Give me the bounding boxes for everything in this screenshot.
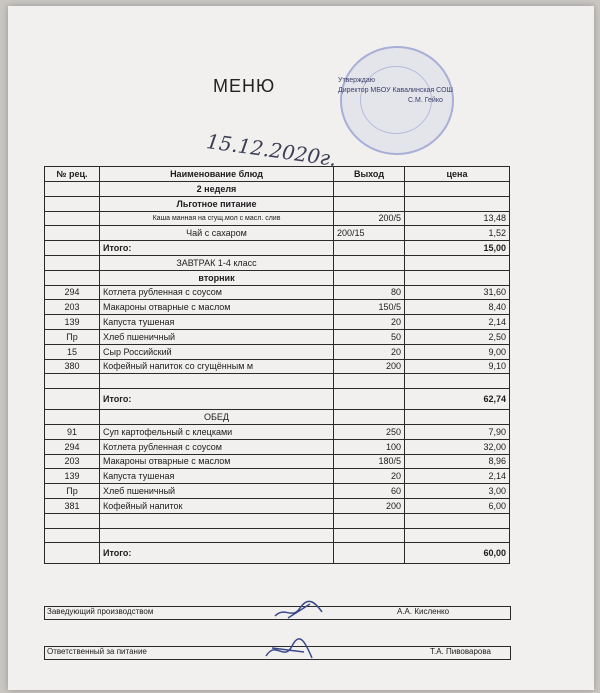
- total-row: [45, 241, 510, 256]
- section-breakfast: ЗАВТРАК 1-4 класс: [100, 255, 334, 270]
- empty-row: [45, 513, 510, 528]
- day-label: вторник: [100, 270, 334, 285]
- total-row: [45, 543, 510, 564]
- dish-name: Суп картофельный с клецками: [100, 424, 334, 439]
- handwritten-signature: [258, 634, 318, 666]
- table-header-row: [45, 167, 510, 182]
- menu-table: [44, 166, 510, 564]
- dish-name: Котлета рубленная с соусом: [100, 439, 334, 454]
- dish-name: Макароны отварные с маслом: [100, 454, 334, 469]
- signature-role: Заведующий производством: [47, 607, 154, 616]
- total-label: Итого:: [100, 241, 334, 256]
- week-row: [45, 182, 510, 197]
- table-row: 203 Макароны отварные с маслом 180/5 8,96: [45, 454, 510, 469]
- col-header-output: Выход: [334, 167, 405, 182]
- approval-block: [338, 76, 528, 106]
- table-row: 294 Котлета рубленная с соусом 100 32,00: [45, 439, 510, 454]
- total-label: Итого:: [100, 543, 334, 564]
- table-row: 380 Кофейный напиток со сгущённым м 200 9,10: [45, 359, 510, 374]
- table-row: 139 Капуста тушеная 20 2,14: [45, 469, 510, 484]
- table-row: Пр Хлеб пшеничный 50 2,50: [45, 329, 510, 344]
- total-label: Итого:: [100, 389, 334, 410]
- total-value: 15,00: [405, 241, 510, 256]
- empty-row: [45, 528, 510, 543]
- signature-name: А.А. Кисленко: [397, 607, 450, 616]
- menu-date: 15.12.2020г.: [204, 129, 339, 171]
- dish-name: Каша манная на сгущ.мол с масл. слив: [100, 211, 334, 226]
- table-row: Каша манная на сгущ.мол с масл. слив 200/5 13,48: [45, 211, 510, 226]
- section-row: [45, 410, 510, 425]
- dish-name: Хлеб пшеничный: [100, 484, 334, 499]
- table-row: 381 Кофейный напиток 200 6,00: [45, 498, 510, 513]
- dish-name: Кофейный напиток: [100, 498, 334, 513]
- section-lgot: Льготное питание: [100, 196, 334, 211]
- section-row: [45, 255, 510, 270]
- table-row: Пр Хлеб пшеничный 60 3,00: [45, 484, 510, 499]
- dish-name: Котлета рубленная с соусом: [100, 285, 334, 300]
- table-row: 15 Сыр Российский 20 9,00: [45, 344, 510, 359]
- section-lunch: ОБЕД: [100, 410, 334, 425]
- table-row: 91 Суп картофельный с клецками 250 7,90: [45, 424, 510, 439]
- section-row: [45, 196, 510, 211]
- table-row: 203 Макароны отварные с маслом 150/5 8,40: [45, 300, 510, 315]
- col-header-code: № рец.: [45, 167, 100, 182]
- dish-name: Капуста тушеная: [100, 469, 334, 484]
- table-row: 294 Котлета рубленная с соусом 80 31,60: [45, 285, 510, 300]
- table-row: Чай с сахаром 200/15 1,52: [45, 226, 510, 241]
- dish-name: Хлеб пшеничный: [100, 329, 334, 344]
- col-header-price: цена: [405, 167, 510, 182]
- dish-name: Чай с сахаром: [100, 226, 334, 241]
- signature-name: Т.А. Пивоварова: [430, 647, 491, 656]
- day-row: [45, 270, 510, 285]
- dish-name: Сыр Российский: [100, 344, 334, 359]
- menu-sheet: [8, 6, 594, 690]
- dish-name: Макароны отварные с маслом: [100, 300, 334, 315]
- week-label: 2 неделя: [100, 182, 334, 197]
- dish-name: Кофейный напиток со сгущённым м: [100, 359, 334, 374]
- total-row: [45, 389, 510, 410]
- approval-line: С.М. Гейко: [408, 97, 443, 104]
- total-value: 60,00: [405, 543, 510, 564]
- approval-line: Утверждаю: [338, 77, 375, 84]
- signature-role: Ответственный за питание: [47, 647, 147, 656]
- table-row: 139 Капуста тушеная 20 2,14: [45, 315, 510, 330]
- approval-line: Директор МБОУ Кавалинская СОШ: [338, 87, 453, 94]
- page-title: МЕНЮ: [213, 76, 276, 96]
- col-header-name: Наименование блюд: [100, 167, 334, 182]
- total-value: 62,74: [405, 389, 510, 410]
- dish-name: Капуста тушеная: [100, 315, 334, 330]
- empty-row: [45, 374, 510, 389]
- handwritten-signature: [270, 598, 330, 626]
